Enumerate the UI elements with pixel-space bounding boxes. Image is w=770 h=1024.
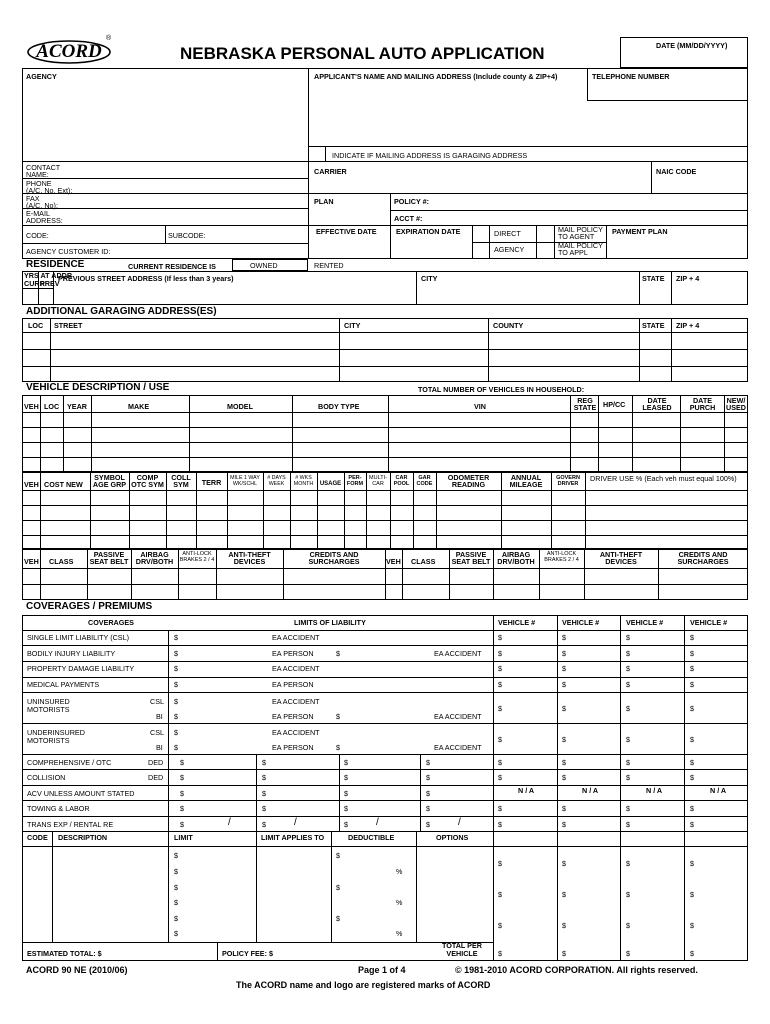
reg-state-label: STATE: [573, 403, 597, 412]
cov-mark-104: $: [626, 859, 630, 868]
cov-mark-87: /: [294, 817, 297, 828]
car-pool-label: CAR: [395, 475, 408, 481]
cov-mark-34: $: [498, 680, 502, 689]
date-label: DATE (MM/DD/YYYY): [656, 41, 728, 50]
cov-mark-33: $: [690, 664, 694, 673]
applicant-label: APPLICANT'S NAME AND MAILING ADDRESS (Include county & ZIP+4): [314, 72, 558, 81]
cov-mark-50: $: [498, 773, 502, 782]
vehicle-num-label-1: VEHICLE #: [498, 618, 536, 627]
page-number: Page 1 of 4: [358, 965, 406, 975]
comp-ded-label: DED: [148, 758, 164, 767]
cov-mark-43: $: [562, 735, 566, 744]
expiration-date-label: EXPIRATION DATE: [396, 227, 461, 236]
garaging-zip-label: ZIP + 4: [676, 321, 700, 330]
cov-mark-73: $: [426, 773, 430, 782]
cov-mark-99: %: [396, 867, 403, 876]
coll-sym-label: SYM: [173, 480, 189, 489]
surcharges-label-2: SURCHARGES: [677, 557, 729, 566]
cov-mark-58: $: [498, 820, 502, 829]
telephone-label: TELEPHONE NUMBER: [592, 72, 670, 81]
cov-mark-23: $: [562, 633, 566, 642]
cov-mark-28: $: [626, 649, 630, 658]
policy-fee-label: POLICY FEE: $: [222, 949, 273, 958]
cov-mark-4: $: [174, 664, 178, 673]
code-label: CODE:: [26, 231, 49, 240]
cov-mark-5: EA ACCIDENT: [272, 664, 320, 673]
uim-label: UNDERINSURED: [27, 728, 85, 737]
perform-label-2: FORM: [346, 481, 364, 487]
antitheft-devices-label: DEVICES: [233, 557, 266, 566]
cov-mark-115: $: [562, 949, 566, 958]
agency-field[interactable]: [23, 80, 307, 160]
multi-car-label: MULTI-: [369, 475, 387, 481]
um-csl-label: CSL: [150, 697, 164, 706]
cov-mark-0: $: [174, 633, 178, 642]
week-label: WEEK: [268, 481, 285, 487]
cov-mark-103: $: [562, 859, 566, 868]
cov-mark-64: N / A: [646, 786, 663, 795]
yrs-at-addr-label: YRS AT ADDR: [24, 271, 73, 280]
cov-mark-38: $: [498, 704, 502, 713]
vehicle-num-label-3: VEHICLE #: [626, 618, 664, 627]
total-vehicles-label: TOTAL NUMBER OF VEHICLES IN HOUSEHOLD:: [418, 385, 585, 394]
um-label-2: MOTORISTS: [27, 705, 70, 714]
make-label: MAKE: [128, 402, 150, 411]
year-label: YEAR: [67, 402, 87, 411]
cov-mark-84: $: [344, 820, 348, 829]
vehicle-num-label-4: VEHICLE #: [690, 618, 728, 627]
plan-label: PLAN: [314, 197, 334, 206]
garaging-title: ADDITIONAL GARAGING ADDRESS(ES): [26, 306, 217, 317]
cov-mark-67: $: [262, 758, 266, 767]
mail-to-agent-label: MAIL POLICY: [558, 225, 603, 234]
cov-mark-77: $: [426, 789, 430, 798]
cov-mark-7: EA PERSON: [272, 680, 314, 689]
coverages-col-label: COVERAGES: [88, 618, 134, 627]
cov-mark-68: $: [344, 758, 348, 767]
cov-mark-20: $: [336, 743, 340, 752]
gar-code-label-2: CODE: [416, 481, 433, 487]
payment-plan-label: PAYMENT PLAN: [612, 227, 668, 236]
cov-mark-90: $: [174, 851, 178, 860]
cov-mark-27: $: [562, 649, 566, 658]
antitheft-devices-label-2: DEVICES: [605, 557, 637, 566]
usage-label: USAGE: [319, 481, 342, 487]
cov-mark-117: $: [690, 949, 694, 958]
cov-mark-18: $: [336, 712, 340, 721]
antitheft-label: ANTI-THEFT: [228, 550, 271, 559]
cov-mark-44: $: [626, 735, 630, 744]
cov-mark-102: $: [498, 859, 502, 868]
options-col-label: OPTIONS: [436, 833, 469, 842]
acct-number-label: ACCT #:: [394, 214, 423, 223]
antitheft-label-2: ANTI-THEFT: [599, 550, 643, 559]
hpcc-label: HP/CC: [603, 400, 626, 409]
cov-mark-25: $: [690, 633, 694, 642]
cov-mark-91: $: [174, 867, 178, 876]
registered-marks: The ACORD name and logo are registered marks of ACORD: [236, 980, 491, 990]
limits-col-label: LIMITS OF LIABILITY: [294, 618, 366, 627]
airbag-label-2: AIRBAG: [501, 550, 531, 559]
cov-mark-42: $: [498, 735, 502, 744]
copyright: © 1981-2010 ACORD CORPORATION. All rights reserved.: [455, 965, 698, 975]
cov-mark-57: $: [690, 804, 694, 813]
cov-mark-70: $: [180, 773, 184, 782]
cov-mark-49: $: [690, 758, 694, 767]
class-label: CLASS: [49, 557, 74, 566]
cov-mark-19: EA ACCIDENT: [434, 712, 482, 721]
direct-bill-label: DIRECT: [494, 229, 521, 238]
airbag-label: AIRBAG: [140, 550, 169, 559]
logo-text: ACORD: [36, 41, 102, 62]
subcode-label: SUBCODE:: [168, 231, 206, 240]
cov-mark-13: EA ACCIDENT: [272, 728, 320, 737]
cov-mark-37: $: [690, 680, 694, 689]
cov-mark-106: $: [498, 890, 502, 899]
email-label: E-MAIL: [26, 209, 50, 218]
reg-label: REG: [577, 396, 593, 405]
cov-mark-93: $: [174, 898, 178, 907]
contact-label: CONTACT: [26, 163, 61, 172]
perform-label: PER-: [348, 475, 362, 481]
date-leased-label-2: LEASED: [642, 403, 672, 412]
antilock-label: ANTI-LOCK: [182, 551, 212, 557]
cov-mark-1: EA ACCIDENT: [272, 633, 320, 642]
cov-mark-112: $: [626, 921, 630, 930]
cov-mark-45: $: [690, 735, 694, 744]
cov-mark-105: $: [690, 859, 694, 868]
cov-mark-12: $: [174, 728, 178, 737]
logo-reg: ®: [106, 35, 112, 42]
date-leased-label: DATE: [647, 396, 667, 405]
cov-mark-59: $: [562, 820, 566, 829]
car-pool-label-2: POOL: [393, 481, 410, 487]
cov-mark-52: $: [626, 773, 630, 782]
cov-mark-48: $: [626, 758, 630, 767]
agency-bill-label: AGENCY: [494, 245, 525, 254]
veh-label-2: VEH: [24, 480, 39, 489]
cov-mark-41: $: [690, 704, 694, 713]
fax-label: FAX: [26, 194, 40, 203]
symbol-label: SYMBOL: [94, 473, 125, 482]
cov-mark-56: $: [626, 804, 630, 813]
vehicle-num-label-2: VEHICLE #: [562, 618, 600, 627]
coverages-title: COVERAGES / PREMIUMS: [26, 601, 153, 612]
current-residence-label: CURRENT RESIDENCE IS: [128, 262, 216, 271]
mail-to-agent-label-2: TO AGENT: [558, 232, 595, 241]
garaging-county-label: COUNTY: [493, 321, 524, 330]
cov-mark-98: $: [336, 914, 340, 923]
form-number: ACORD 90 NE (2010/06): [26, 965, 128, 975]
mail-to-appl-label-2: TO APPL: [558, 248, 588, 257]
new-used-label: NEW/: [726, 396, 746, 405]
estimated-total-label: ESTIMATED TOTAL: $: [27, 949, 102, 958]
cov-mark-22: $: [498, 633, 502, 642]
cost-new-label: COST NEW: [44, 480, 83, 489]
body-type-label: BODY TYPE: [318, 402, 360, 411]
cov-mark-113: $: [690, 921, 694, 930]
new-used-label-2: USED: [726, 403, 746, 412]
rented-label: RENTED: [314, 261, 344, 270]
cov-mark-14: $: [174, 743, 178, 752]
multi-car-label-2: CAR: [372, 481, 384, 487]
um-label: UNINSURED: [27, 697, 70, 706]
passive-label-2: PASSIVE: [455, 550, 487, 559]
passive-label: PASSIVE: [93, 550, 125, 559]
cov-mark-74: $: [180, 789, 184, 798]
cov-mark-3: EA PERSON: [272, 649, 314, 658]
carrier-label: CARRIER: [314, 167, 347, 176]
cov-mark-17: EA ACCIDENT: [434, 649, 482, 658]
cov-mark-96: $: [336, 851, 340, 860]
month-label: MONTH: [293, 481, 314, 487]
cov-mark-47: $: [562, 758, 566, 767]
cov-mark-29: $: [690, 649, 694, 658]
cov-mark-46: $: [498, 758, 502, 767]
cov-mark-86: /: [228, 817, 231, 828]
agency-label: AGENCY: [26, 72, 57, 81]
mailing-garaging-checkbox[interactable]: [308, 146, 326, 162]
cov-mark-53: $: [690, 773, 694, 782]
cov-mark-8: $: [174, 697, 178, 706]
days-label: # DAYS: [267, 475, 286, 481]
bi-label: BODILY INJURY LIABILITY: [27, 649, 116, 658]
acv-label: ACV UNLESS AMOUNT STATED: [27, 789, 135, 798]
cov-mark-82: $: [180, 820, 184, 829]
cov-mark-76: $: [344, 789, 348, 798]
mile-label: MILE 1 WAY: [230, 475, 260, 481]
cov-mark-54: $: [498, 804, 502, 813]
cov-mark-72: $: [344, 773, 348, 782]
class-label-2: CLASS: [411, 557, 436, 566]
vin-label: VIN: [474, 402, 486, 411]
cov-mark-6: $: [174, 680, 178, 689]
cov-mark-39: $: [562, 704, 566, 713]
cov-mark-109: $: [690, 890, 694, 899]
cov-mark-24: $: [626, 633, 630, 642]
cov-mark-69: $: [426, 758, 430, 767]
govern-driver-label: DRIVER: [557, 481, 579, 487]
coll-label-cov: COLLISION: [27, 773, 66, 782]
effective-date-label: EFFECTIVE DATE: [316, 227, 377, 236]
mail-to-appl-label: MAIL POLICY: [558, 241, 603, 250]
agency-customer-id-label: AGENCY CUSTOMER ID:: [26, 247, 111, 256]
indicate-label: INDICATE IF MAILING ADDRESS IS GARAGING ADDRESS: [332, 151, 528, 160]
cov-mark-36: $: [626, 680, 630, 689]
cov-mark-94: $: [174, 914, 178, 923]
cov-mark-71: $: [262, 773, 266, 782]
naic-code-label: NAIC CODE: [656, 167, 697, 176]
antilock-brakes-label: BRAKES 2 / 4: [179, 557, 215, 563]
acord-logo: [26, 35, 112, 66]
uim-bi-label: BI: [156, 743, 163, 752]
cov-mark-63: N / A: [582, 786, 599, 795]
limit-col-label: LIMIT: [174, 833, 193, 842]
credits-label: CREDITS AND: [309, 550, 359, 559]
cov-mark-66: $: [180, 758, 184, 767]
cov-mark-108: $: [626, 890, 630, 899]
residence-zip-label: ZIP + 4: [676, 274, 700, 283]
cov-mark-111: $: [562, 921, 566, 930]
email-address-label: ADDRESS:: [26, 216, 63, 225]
coll-label: COLL: [171, 473, 191, 482]
cov-mark-88: /: [376, 817, 379, 828]
cov-mark-89: /: [458, 817, 461, 828]
garaging-state-label: STATE: [642, 321, 665, 330]
comp-label-cov: COMPREHENSIVE / OTC: [27, 758, 112, 767]
model-label: MODEL: [227, 402, 253, 411]
coll-ded-label: DED: [148, 773, 164, 782]
cov-mark-83: $: [262, 820, 266, 829]
cov-mark-97: $: [336, 883, 340, 892]
uim-csl-label: CSL: [150, 728, 164, 737]
driver-use-label: DRIVER USE % (Each veh must equal 100%): [590, 474, 737, 483]
total-per-vehicle-label: VEHICLE: [446, 949, 478, 958]
med-label: MEDICAL PAYMENTS: [27, 680, 100, 689]
antilock-brakes-label-2: BRAKES 2 / 4: [544, 557, 579, 563]
cov-mark-81: $: [426, 804, 430, 813]
cov-mark-65: N / A: [710, 786, 727, 795]
cov-mark-79: $: [262, 804, 266, 813]
uim-label-2: MOTORISTS: [27, 736, 70, 745]
cov-mark-62: N / A: [518, 786, 535, 795]
cov-mark-10: $: [174, 712, 178, 721]
um-bi-label: BI: [156, 712, 163, 721]
owned-label: OWNED: [250, 261, 278, 270]
cov-mark-21: EA ACCIDENT: [434, 743, 482, 752]
fax-ac-label: (A/C, No):: [26, 201, 58, 210]
residence-title: RESIDENCE: [26, 259, 85, 270]
cov-mark-110: $: [498, 921, 502, 930]
cov-mark-16: $: [336, 649, 340, 658]
wks-label: # WKS: [295, 475, 312, 481]
veh-label-1: VEH: [24, 402, 39, 411]
airbag-drv-label: DRV/BOTH: [135, 557, 174, 566]
gar-code-label: GAR: [418, 475, 431, 481]
cov-mark-9: EA ACCIDENT: [272, 697, 320, 706]
loc-label: LOC: [44, 402, 60, 411]
cov-mark-51: $: [562, 773, 566, 782]
date-purch-label-2: PURCH: [689, 403, 716, 412]
cov-mark-55: $: [562, 804, 566, 813]
tow-label: TOWING & LABOR: [27, 804, 90, 813]
residence-city-label: CITY: [421, 274, 438, 283]
annual-mileage-label: MILEAGE: [509, 480, 543, 489]
cov-mark-92: $: [174, 883, 178, 892]
cov-mark-26: $: [498, 649, 502, 658]
cov-mark-75: $: [262, 789, 266, 798]
csl-label: SINGLE LIMIT LIABILITY (CSL): [27, 633, 129, 642]
cov-mark-101: %: [396, 929, 403, 938]
cov-mark-107: $: [562, 890, 566, 899]
seat-belt-label-2: SEAT BELT: [451, 557, 491, 566]
antilock-label-2: ANTI-LOCK: [546, 551, 577, 557]
wkschl-label: WK/SCHL: [232, 481, 258, 487]
cov-mark-80: $: [344, 804, 348, 813]
odometer-reading-label: READING: [451, 480, 486, 489]
veh-label-3: VEH: [24, 557, 39, 566]
cov-mark-95: $: [174, 929, 178, 938]
description-col-label: DESCRIPTION: [58, 833, 108, 842]
cov-mark-100: %: [396, 898, 403, 907]
date-purch-label: DATE: [692, 396, 713, 405]
annual-label: ANNUAL: [510, 473, 542, 482]
cov-mark-30: $: [498, 664, 502, 673]
policy-number-label: POLICY #:: [394, 197, 430, 206]
veh-label-4: VEH: [386, 557, 401, 566]
trans-label: TRANS EXP / RENTAL RE: [27, 820, 114, 829]
deductible-col-label: DEDUCTIBLE: [348, 833, 395, 842]
cov-mark-116: $: [626, 949, 630, 958]
code-col-label: CODE: [27, 833, 48, 842]
terr-label: TERR: [201, 478, 222, 487]
cov-mark-31: $: [562, 664, 566, 673]
previous-address-label: PREVIOUS STREET ADDRESS (If less than 3 years): [58, 274, 234, 283]
otc-sym-label: OTC SYM: [131, 480, 164, 489]
residence-state-label: STATE: [642, 274, 665, 283]
credits-label-2: CREDITS AND: [678, 550, 728, 559]
garaging-loc-label: LOC: [28, 321, 44, 330]
garaging-city-label: CITY: [344, 321, 361, 330]
curr-label: CURR: [24, 279, 45, 288]
pd-label: PROPERTY DAMAGE LIABILITY: [27, 664, 135, 673]
govern-label: GOVERN: [556, 475, 580, 481]
phone-label: PHONE: [26, 179, 52, 188]
limit-applies-col-label: LIMIT APPLIES TO: [261, 833, 325, 842]
cov-mark-2: $: [174, 649, 178, 658]
cov-mark-85: $: [426, 820, 430, 829]
cov-mark-32: $: [626, 664, 630, 673]
garaging-street-label: STREET: [54, 321, 83, 330]
odometer-label: ODOMETER: [447, 473, 490, 482]
page-title: NEBRASKA PERSONAL AUTO APPLICATION: [180, 44, 545, 63]
cov-mark-60: $: [626, 820, 630, 829]
cov-mark-114: $: [498, 949, 502, 958]
airbag-drv-label-2: DRV/BOTH: [497, 557, 535, 566]
surcharges-label: SURCHARGES: [308, 557, 360, 566]
total-per-label: TOTAL PER: [442, 941, 482, 950]
cov-mark-78: $: [180, 804, 184, 813]
cov-mark-61: $: [690, 820, 694, 829]
age-grp-label: AGE GRP: [92, 480, 127, 489]
contact-name-label: NAME:: [26, 170, 49, 179]
prev-label: PREV: [40, 279, 60, 288]
vehicle-title: VEHICLE DESCRIPTION / USE: [26, 382, 170, 393]
cov-mark-15: EA PERSON: [272, 743, 314, 752]
comp-label: COMP: [136, 473, 159, 482]
cov-mark-40: $: [626, 704, 630, 713]
cov-mark-11: EA PERSON: [272, 712, 314, 721]
phone-ac-label: (A/C, No, Ext):: [26, 186, 73, 195]
cov-mark-35: $: [562, 680, 566, 689]
seat-belt-label: SEAT BELT: [89, 557, 129, 566]
applicant-field[interactable]: [309, 80, 587, 146]
